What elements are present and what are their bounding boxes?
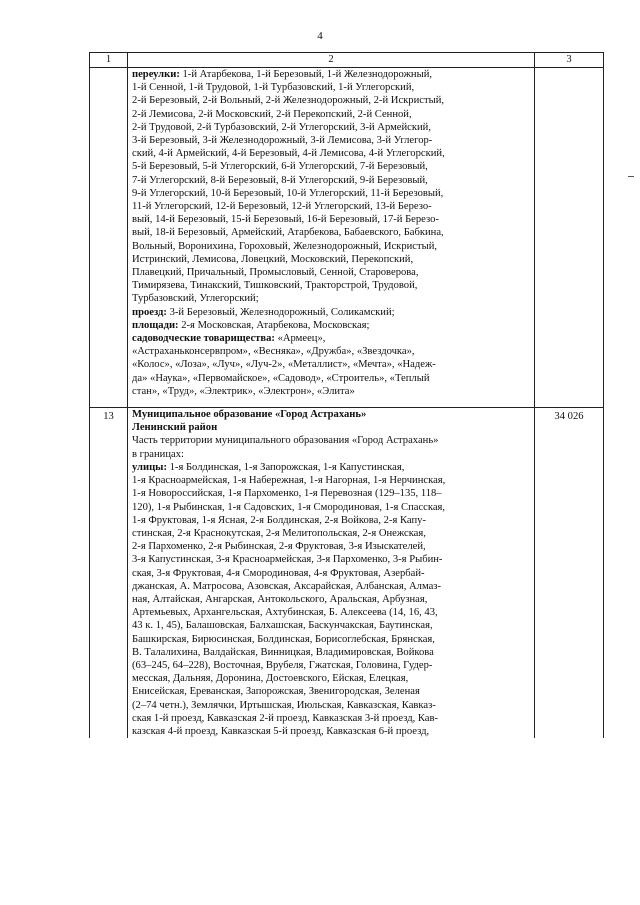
territory-description-cell — [128, 408, 535, 739]
districts-table — [89, 52, 604, 738]
ulitsy-line: 120), 1-я Рыбинская, 1-я Садовских, 1-я Смородиновая, 1-я Спасская, — [132, 501, 446, 513]
sadov-line: «Колос», «Лоза», «Луч», «Луч-2», «Металлист», «Мечта», «Надеж- — [132, 359, 436, 371]
ulitsy-line: (2–74 четн.), Землячки, Иртышская, Июльская, Кавказская, Кавказ- — [132, 699, 436, 711]
ulitsy-line: 1-я Фруктовая, 1-я Ясная, 2-я Болдинская, 2-я Войкова, 2-я Капу- — [132, 514, 426, 526]
row-number-cell — [90, 68, 128, 408]
ulitsy-line: 1-я Красноармейская, 1-я Набережная, 1-я Нагорная, 1-я Нерчинская, — [132, 475, 446, 487]
ploshchadi-line: площади: 2-я Московская, Атарбекова, Московская; — [132, 319, 370, 331]
ulitsy-line: казская 4-й проезд, Кавказская 5-й проезд, Кавказская 6-й проезд, — [132, 725, 430, 737]
ulitsy-line: ская, 3-я Фруктовая, 4-я Смородиновая, 4-я Фруктовая, Азербай- — [132, 567, 425, 579]
header-col-2: 2 — [128, 53, 535, 68]
pereulki-line: 7-й Углегорский, 8-й Березовый, 8-й Углегорский, 9-й Березовый, — [132, 174, 428, 186]
sadov-line: да» «Наука», «Первомайское», «Садовод», «Строитель», «Теплый — [132, 372, 430, 384]
table-row-13 — [90, 408, 604, 739]
ulitsy-line: В. Талалихина, Валдайская, Винницкая, Владимировская, Войкова — [132, 646, 434, 658]
ulitsy-line: 2-я Пархоменко, 2-я Рыбинская, 2-я Фруктовая, 3-я Изыскателей, — [132, 541, 426, 553]
intro-line: в границах: — [132, 448, 184, 460]
pereulki-line: 11-й Углегорский, 12-й Березовый, 12-й Углегорский, 13-й Березо- — [132, 201, 432, 213]
sadov-label: садоводческие товарищества: — [132, 333, 275, 345]
pereulki-line: Плавецкий, Причальный, Промысловый, Сенной, Староверова, — [132, 267, 419, 279]
ploshchadi-label: площади: — [132, 319, 179, 331]
ulitsy-line: месская, Дальняя, Доронина, Достоевского, Ейская, Елецкая, — [132, 673, 409, 685]
pereulki-line: 2-й Березовый, 2-й Вольный, 2-й Железнодорожный, 2-й Искристый, — [132, 95, 445, 107]
ulitsy-line: (63–245, 64–228), Восточная, Врубеля, Гжатская, Головина, Гудер- — [132, 659, 433, 671]
ulitsy-line: стинская, 2-я Краснокутская, 2-я Мелитопольская, 2-я Онежская, — [132, 527, 426, 539]
territory-description-cell — [128, 68, 535, 408]
table-header-row — [90, 53, 604, 68]
pereulki-line: 5-й Березовый, 5-й Углегорский, 6-й Углегорский, 7-й Березовый, — [132, 161, 428, 173]
ulitsy-line: Артемьевых, Архангельская, Ахтубинская, Б. Алексеева (14, 16, 43, — [132, 607, 438, 619]
ulitsy-line: ская 1-й проезд, Кавказская 2-й проезд, Кавказская 3-й проезд, Кав- — [132, 712, 439, 724]
header-col-3: 3 — [535, 53, 604, 68]
ulitsy-line: джанская, А. Матросова, Азовская, Аксарайская, Албанская, Алмаз- — [132, 580, 442, 592]
ulitsy-line: 1-я Новороссийская, 1-я Пархоменко, 1-я Перевозная (129–135, 118– — [132, 488, 442, 500]
pereulki-line: вый, 18-й Березовый, Армейский, Атарбекова, Бабаевского, Бабкина, — [132, 227, 444, 239]
population-cell: 34 026 — [535, 408, 604, 739]
ulitsy-label: улицы: — [132, 461, 167, 473]
pereulki-line: 1-й Сенной, 1-й Трудовой, 1-й Турбазовский, 1-й Углегорский, — [132, 82, 415, 94]
pereulki-line: Тимирязева, Тинакский, Тишковский, Тракторстрой, Трудовой, — [132, 280, 418, 292]
pereulki-line: Вольный, Воронихина, Гороховый, Железнодорожный, Искристый, — [132, 240, 438, 252]
row-number-cell: 13 — [90, 408, 128, 739]
margin-mark — [628, 176, 634, 177]
pereulki-line: Турбазовский, Углегорский; — [132, 293, 259, 305]
ulitsy-line: Башкирская, Бирюсинская, Болдинская, Борисоглебская, Брянская, — [132, 633, 435, 645]
ulitsy-line: Енисейская, Ереванская, Запорожская, Звенигородская, Зеленая — [132, 686, 420, 698]
header-col-1: 1 — [90, 53, 128, 68]
proezd-line: проезд: 3-й Березовый, Железнодорожный, Соликамский; — [132, 306, 395, 318]
ulitsy-line: 3-я Капустинская, 3-я Красноармейская, 3-я Пархоменко, 3-я Рыбин- — [132, 554, 443, 566]
ulitsy-line: ная, Алтайская, Ангарская, Антокольского, Аральская, Арбузная, — [132, 593, 428, 605]
sadov-line: «Астраханьконсервпром», «Весняка», «Дружба», «Звездочка», — [132, 346, 415, 358]
pereulki-line: переулки: 1-й Атарбекова, 1-й Березовый, 1-й Железнодорожный, — [132, 69, 433, 80]
intro-line: Часть территории муниципального образования «Город Астрахань» — [132, 435, 439, 447]
proezd-label: проезд: — [132, 306, 167, 318]
pereulki-line: Истринский, Лемисова, Ловецкий, Московский, Перекопский, — [132, 253, 414, 265]
population-cell — [535, 68, 604, 408]
pereulki-line: 2-й Лемисова, 2-й Московский, 2-й Перекопский, 2-й Сенной, — [132, 108, 412, 120]
table-row-12-continued — [90, 68, 604, 408]
ulitsy-line: 43 к. 1, 45), Балашовская, Балхашская, Баскунчакская, Баутинская, — [132, 620, 433, 632]
pereulki-line: 2-й Трудовой, 2-й Турбазовский, 2-й Углегорский, 3-й Армейский, — [132, 121, 431, 133]
district-title: Ленинский район — [132, 422, 218, 434]
pereulki-line: 3-й Березовый, 3-й Железнодорожный, 3-й Лемисова, 3-й Углегор- — [132, 135, 433, 147]
pereulki-line: 9-й Углегорский, 10-й Березовый, 10-й Углегорский, 11-й Березовый, — [132, 187, 444, 199]
ulitsy-line: улицы: 1-я Болдинская, 1-я Запорожская, 1-я Капустинская, — [132, 461, 405, 473]
page-number: 4 — [317, 30, 323, 42]
pereulki-line: ский, 4-й Армейский, 4-й Березовый, 4-й Лемисова, 4-й Углегорский, — [132, 148, 445, 160]
municipality-title: Муниципальное образование «Город Астрахань» — [132, 409, 367, 421]
pereulki-line: вый, 14-й Березовый, 15-й Березовый, 16-й Березовый, 17-й Березо- — [132, 214, 439, 226]
pereulki-label: переулки: — [132, 69, 180, 80]
sadov-line: стан», «Труд», «Электрик», «Электрон», «Элита» — [132, 385, 355, 397]
sadov-line: садоводческие товарищества: «Армеец», — [132, 333, 326, 345]
